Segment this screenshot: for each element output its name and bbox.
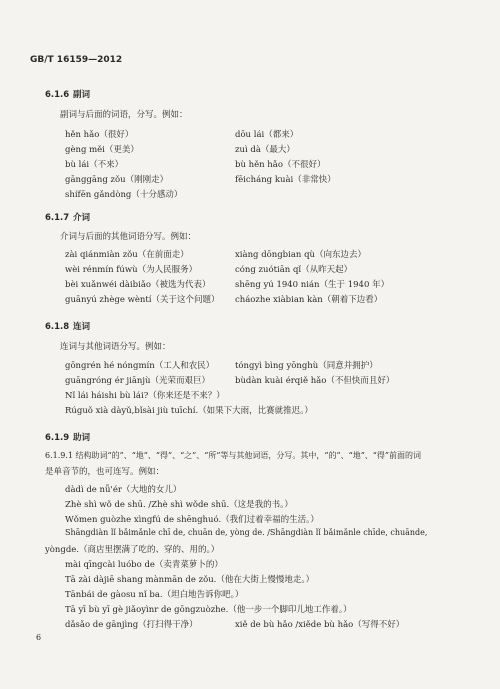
- example-line: Shāngdiàn lǐ bǎimǎnle chī de, chuān de, yòng de. /Shāngdiàn lǐ bǎimǎnle chīde, chuānde,: [65, 528, 428, 537]
- standard-header: GB/T 16159—2012: [30, 55, 123, 65]
- example-left: guāngróng ér jiānjù（光荣而艰巨）: [65, 376, 210, 386]
- example-right: cháozhe xiàbian kàn（朝着下边看）: [235, 295, 383, 305]
- example-left: gānggāng zǒu（刚刚走）: [65, 175, 169, 185]
- example-line: Wǒmen guòzhe xìngfú de shēnghuó.（我们过着幸福的生活。）: [65, 515, 319, 525]
- section-intro: 副词与后面的词语，分写。例如：: [60, 110, 188, 120]
- example-right: shēng yú 1940 nián（生于 1940 年）: [235, 280, 390, 290]
- section-intro: 连词与其他词语分写。例如：: [60, 342, 171, 352]
- example-line: dàdì de nǚ'ér（大地的女儿）: [65, 485, 182, 495]
- page-number: 6: [36, 633, 42, 642]
- example-line: Zhè shì wǒ de shū. /Zhè shì wǒde shū.（这是我的书。）: [65, 500, 293, 510]
- example-line: Tānbái de gàosu nǐ ba.（坦白地告诉你吧。）: [65, 590, 244, 600]
- example-right: xiàng dōngbian qù（向东边去）: [235, 250, 366, 260]
- example-left: dǎsǎo de gānjìng（打扫得干净）: [65, 620, 198, 630]
- example-sentence: Rúguǒ xià dàyǔ,bǐsài jiù tuīchí.（如果下大雨，比赛就推迟。）: [65, 406, 313, 416]
- section-heading-6-1-7: 6.1.7 介词: [45, 213, 91, 223]
- example-line: Tā yī bù yī gè jiǎoyìnr de gōngzuòzhe.（他一步一个脚印儿地工作着。）: [65, 605, 352, 615]
- example-right: xiě de bù hǎo /xiěde bù hǎo（写得不好）: [235, 620, 405, 630]
- example-left: gèng měi（更美）: [65, 145, 139, 155]
- example-right: cóng zuótiān qǐ（从昨天起）: [235, 265, 353, 275]
- example-right: tóngyì bìng yōnghù（同意并拥护）: [235, 361, 378, 371]
- section-intro: 介词与后面的其他词语分写。例如：: [60, 232, 197, 242]
- section-heading-6-1-9: 6.1.9 助词: [45, 433, 91, 443]
- example-line: Tā zài dàjiē shang mànmān de zǒu.（他在大街上慢慢地走。）: [65, 575, 315, 585]
- section-heading-6-1-6: 6.1.6 副词: [45, 90, 91, 100]
- example-left: wèi rénmín fúwù（为人民服务）: [65, 265, 198, 275]
- example-left: zài qiánmiàn zǒu（在前面走）: [65, 250, 189, 260]
- example-left: bèi xuǎnwéi dàibiǎo（被选为代表）: [65, 280, 211, 290]
- section-heading-6-1-8: 6.1.8 连词: [45, 322, 91, 332]
- example-left: gōngrén hé nóngmín（工人和农民）: [65, 361, 215, 371]
- example-left: guānyú zhège wèntí（关于这个问题）: [65, 295, 220, 305]
- example-right: bùdàn kuài érqiě hǎo（不但快而且好）: [235, 376, 395, 386]
- example-left: shífēn gǎndòng（十分感动）: [65, 190, 183, 200]
- paragraph-6-1-9-1: 6.1.9.1 结构助词“的”、“地”、“得”、“之”、“所”等与其他词语，分写。其中，“的”、“地”、“得”前面的词: [45, 451, 421, 460]
- paragraph-6-1-9-1-cont: 是单音节的，也可连写。例如：: [45, 467, 165, 477]
- example-right: bù hěn hǎo（不很好）: [235, 160, 326, 170]
- example-left: hěn hǎo（很好）: [65, 130, 134, 140]
- example-sentence: Nǐ lái háishi bù lái?（你来还是不来？）: [65, 391, 225, 401]
- example-right: zuì dà（最大）: [235, 145, 295, 155]
- example-left: bù lái（不来）: [65, 160, 124, 170]
- example-right: dōu lái（都来）: [235, 130, 299, 140]
- example-right: fēicháng kuài（非常快）: [235, 175, 336, 185]
- example-line: mài qīngcài luóbo de（卖青菜萝卜的）: [65, 560, 223, 570]
- example-line-cont: yòngde.（商店里摆满了吃的、穿的、用的。）: [45, 545, 220, 555]
